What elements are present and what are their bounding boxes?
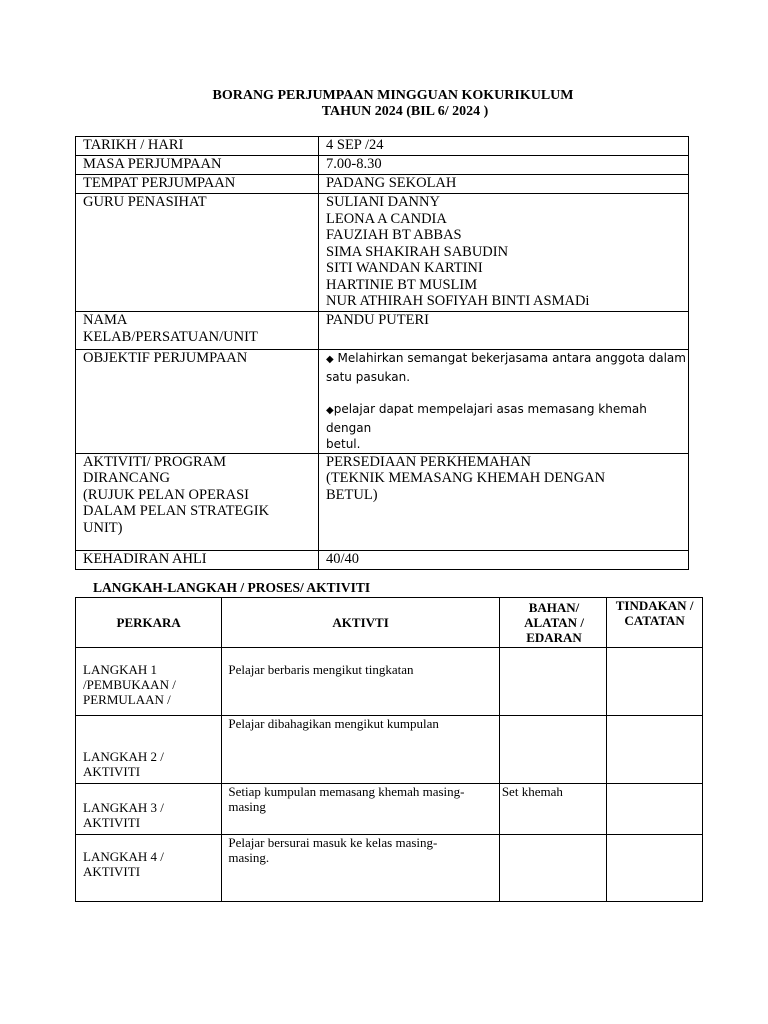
form-title (0, 88, 768, 120)
guru-name: SIMA SHAKIRAH SABUDIN (326, 243, 509, 260)
aktiviti-label-line: DIRANCANG (83, 470, 170, 486)
meeting-info-table (75, 136, 689, 570)
header-bahan (499, 598, 606, 648)
step-perkara-line: LANGKAH 4 / (83, 849, 164, 864)
table-row (76, 835, 703, 902)
guru-name: NUR ATHIRAH SOFIYAH BINTI ASMADi (326, 293, 590, 309)
row-tempat (76, 175, 689, 194)
step-perkara (76, 784, 222, 835)
table-row (76, 716, 703, 784)
objektif-item-1-text-a: Melahirkan semangat bekerjasama antara anggota dalam (333, 351, 686, 365)
step-perkara-line: /PEMBUKAAN / (83, 677, 176, 692)
step-perkara-line: AKTIVITI (83, 764, 141, 779)
header-tindakan-line: / CATATAN (624, 598, 694, 628)
guru-name: LEONA A CANDIA (326, 210, 447, 227)
nama-value: PANDU PUTERI (319, 312, 689, 350)
step-aktiviti (222, 716, 499, 784)
step-perkara-line: AKTIVITI (83, 864, 141, 879)
step-bahan (499, 835, 606, 902)
objektif-value (319, 350, 689, 454)
kehadiran-label: KEHADIRAN AHLI (76, 550, 319, 569)
step-perkara-line: LANGKAH 3 / (83, 800, 164, 815)
aktiviti-value-line: BETUL) (326, 486, 378, 503)
step-aktiviti-line: Setiap kumpulan memasang khemah masing- (228, 784, 465, 799)
step-aktiviti-line: Pelajar bersurai masuk ke kelas masing- (228, 835, 438, 850)
steps-table (75, 597, 703, 902)
row-masa (76, 156, 689, 175)
table-row (76, 784, 703, 835)
guru-name: SULIANI DANNY (326, 194, 440, 210)
step-bahan (499, 648, 606, 716)
row-nama (76, 312, 689, 350)
step-perkara (76, 835, 222, 902)
form-title-line-1: BORANG PERJUMPAAN MINGGUAN KOKURIKULUM (212, 88, 574, 103)
diamond-bullet-icon: ◆ (326, 354, 334, 365)
step-perkara (76, 716, 222, 784)
row-kehadiran (76, 550, 689, 569)
header-tindakan-line: TINDAKAN (615, 598, 687, 613)
step-aktiviti (222, 648, 499, 716)
objektif-item-1-text-b: satu pasukan. (326, 369, 411, 384)
form-title-line-2: TAHUN 2024 (BIL 6/ 2024 ) (321, 104, 489, 119)
objektif-item-2 (326, 401, 688, 436)
step-tindakan (607, 835, 703, 902)
kehadiran-value: 40/40 (319, 550, 689, 569)
nama-label-line-2: KELAB/PERSATUAN/UNIT (83, 328, 258, 345)
guru-name: FAUZIAH BT ABBAS (326, 227, 462, 243)
nama-label (76, 312, 319, 350)
aktiviti-value-line: (TEKNIK MEMASANG KHEMAH DENGAN (326, 470, 606, 486)
row-aktiviti (76, 453, 689, 550)
step-tindakan (607, 784, 703, 835)
aktiviti-label-line: UNIT) (83, 519, 123, 536)
tempat-value: PADANG SEKOLAH (319, 175, 689, 194)
step-bahan (499, 716, 606, 784)
objektif-item-2-text-a: pelajar dapat mempelajari asas memasang khemah dengan (326, 402, 647, 435)
step-aktiviti-line: masing (228, 799, 266, 814)
guru-list (319, 194, 689, 312)
objektif-label: OBJEKTIF PERJUMPAAN (76, 350, 319, 454)
aktiviti-value (319, 453, 689, 550)
tarikh-value: 4 SEP /24 (319, 137, 689, 156)
masa-label: MASA PERJUMPAAN (76, 156, 319, 175)
diamond-bullet-icon: ◆ (326, 405, 334, 416)
masa-value: 7.00-8.30 (319, 156, 689, 175)
header-bahan-line: BAHAN/ (528, 600, 580, 615)
nama-label-line-1: NAMA (83, 312, 128, 328)
guru-label: GURU PENASIHAT (76, 194, 319, 312)
header-bahan-line: ALATAN / (524, 615, 584, 630)
step-aktiviti (222, 784, 499, 835)
step-perkara-line: LANGKAH 2 / (83, 749, 164, 764)
guru-name: SITI WANDAN KARTINI (326, 260, 483, 276)
step-tindakan (607, 716, 703, 784)
step-perkara-line: AKTIVITI (83, 815, 141, 830)
aktiviti-label (76, 453, 319, 550)
header-aktivti: AKTIVTI (222, 598, 499, 648)
aktiviti-label-line: DALAM PELAN STRATEGIK (83, 503, 270, 519)
step-perkara-line: LANGKAH 1 (83, 662, 158, 677)
objektif-item-2-text-b: betul. (326, 437, 361, 451)
step-aktiviti-line: Pelajar dibahagikan mengikut kumpulan (228, 716, 439, 731)
step-tindakan (607, 648, 703, 716)
section-title: LANGKAH-LANGKAH / PROSES/ AKTIVITI (93, 580, 371, 595)
objektif-item-1 (326, 350, 688, 369)
aktiviti-label-line: AKTIVITI/ PROGRAM (83, 453, 226, 470)
aktiviti-label-line: (RUJUK PELAN OPERASI (83, 486, 249, 503)
row-tarikh (76, 137, 689, 156)
spacer (326, 385, 688, 401)
tempat-label: TEMPAT PERJUMPAAN (76, 175, 319, 194)
step-perkara (76, 648, 222, 716)
row-guru (76, 194, 689, 312)
header-perkara: PERKARA (76, 598, 222, 648)
header-tindakan (607, 598, 703, 648)
guru-name: HARTINIE BT MUSLIM (326, 276, 478, 293)
step-aktiviti (222, 835, 499, 902)
step-bahan: Set khemah (499, 784, 606, 835)
step-aktiviti-line: masing. (228, 850, 270, 865)
row-objektif (76, 350, 689, 454)
tarikh-label: TARIKH / HARI (76, 137, 319, 156)
step-aktiviti-line: Pelajar berbaris mengikut tingkatan (228, 662, 414, 677)
table-row (76, 648, 703, 716)
steps-header-row (76, 598, 703, 648)
aktiviti-value-line: PERSEDIAAN PERKHEMAHAN (326, 453, 532, 470)
header-bahan-line: EDARAN (526, 630, 582, 645)
step-perkara-line: PERMULAAN / (83, 692, 171, 707)
